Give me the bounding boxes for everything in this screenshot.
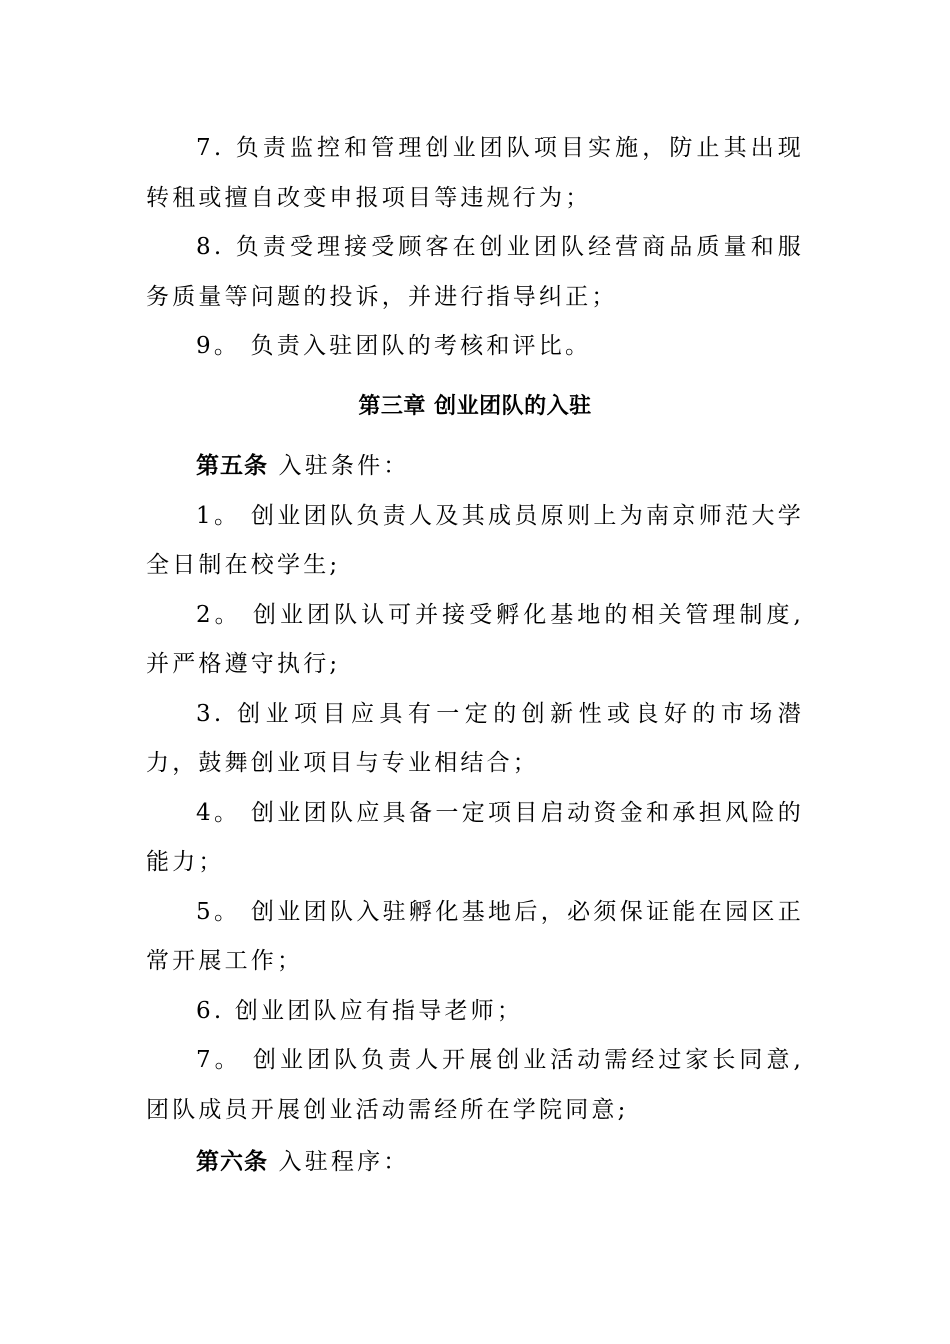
condition-item-2: 2。 创业团队认可并接受孵化基地的相关管理制度,并严格遵守执行; — [146, 601, 804, 677]
document-page — [146, 124, 804, 1188]
article-6-number: 第六条 — [196, 1148, 268, 1175]
condition-item-5: 5。 创业团队入驻孵化基地后，必须保证能在园区正常开展工作； — [146, 898, 804, 974]
duty-item-7: 7. 负责监控和管理创业团队项目实施，防止其出现转租或擅自改变申报项目等违规行为； — [146, 135, 804, 211]
condition-item-3: 3. 创业项目应具有一定的创新性或良好的市场潜力，鼓舞创业项目与专业相结合； — [146, 700, 804, 776]
duty-item-8: 8. 负责受理接受顾客在创业团队经营商品质量和服务质量等问题的投诉，并进行指导纠正； — [146, 234, 804, 310]
chapter-title: 第三章 创业团队的入驻 — [358, 393, 592, 419]
condition-item-7: 7。 创业团队负责人开展创业活动需经过家长同意,团队成员开展创业活动需经所在学院同意; — [146, 1047, 804, 1123]
condition-item-6: 6. 创业团队应有指导老师； — [196, 997, 524, 1024]
article-5-number: 第五条 — [196, 452, 268, 479]
article-5-title: 入驻条件： — [268, 453, 410, 479]
article-6-heading — [146, 1137, 804, 1188]
condition-item-1: 1。 创业团队负责人及其成员原则上为南京师范大学全日制在校学生; — [146, 502, 804, 578]
article-6-title: 入驻程序： — [268, 1149, 410, 1175]
duty-item-9: 9。 负责入驻团队的考核和评比。 — [196, 333, 592, 359]
condition-item-4: 4。 创业团队应具备一定项目启动资金和承担风险的能力； — [146, 799, 804, 875]
article-5-heading — [146, 441, 804, 492]
